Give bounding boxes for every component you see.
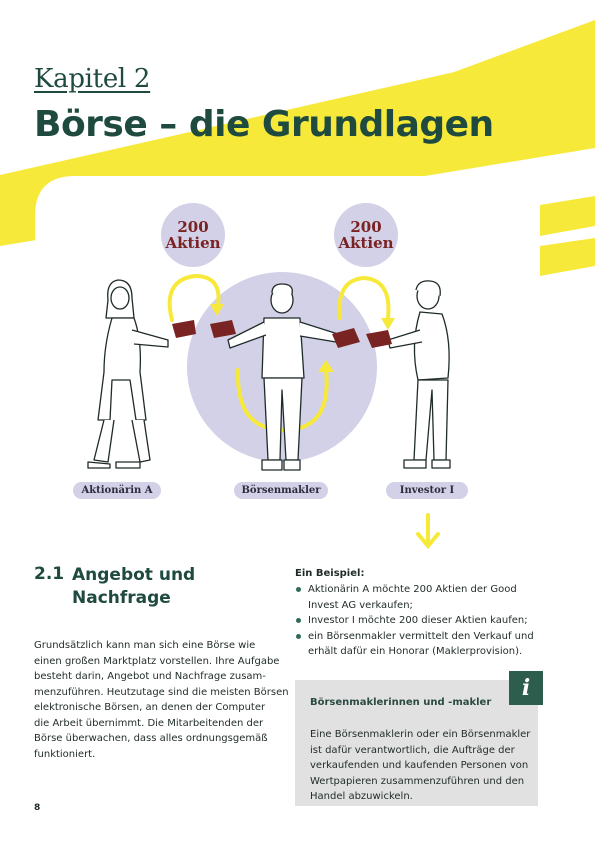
label-shareholder: Aktionärin A (73, 482, 161, 499)
paragraph-line: Börse überwachen, dass alles ordnungsgemäß (34, 733, 268, 744)
section-title-line: Angebot und (72, 565, 196, 585)
section-title-line: Nachfrage (72, 588, 171, 608)
paragraph-line: Grundsätzlich kann man sich eine Börse wie (34, 640, 256, 651)
list-item-line: erhält dafür ein Honorar (Maklerprovision). (308, 646, 523, 657)
paragraph-line: elektronische Börsen, an denen der Computer (34, 702, 266, 713)
shares-count: 200 (177, 218, 209, 236)
paragraph-line: einen großen Marktplatz vorstellen. Ihre Aufgabe (34, 655, 280, 667)
intro-paragraph (34, 638, 289, 762)
shares-bubble-left (161, 203, 225, 267)
list-item-line: Aktionärin A möchte 200 Aktien der Good (308, 584, 517, 595)
info-line: ist dafür verantwortlich, die Aufträge der (310, 744, 515, 756)
paragraph-line: besteht darin, Angebot und Nachfrage zusam- (34, 671, 266, 682)
info-line: Handel abzuwickeln. (310, 791, 413, 802)
list-item (295, 582, 545, 613)
woman-figure (88, 280, 168, 468)
investor-figure (388, 281, 450, 468)
info-line: verkaufenden und kaufenden Personen von (310, 760, 529, 771)
arrow-down (418, 515, 438, 546)
list-item-line: Investor I möchte 200 dieser Aktien kaufen; (308, 615, 528, 626)
paragraph-line: menzuführen. Heutzutage sind die meisten Börsen (34, 686, 289, 698)
shares-count: 200 (350, 218, 382, 236)
shares-unit: Aktien (165, 234, 221, 252)
shares-unit: Aktien (338, 234, 394, 252)
list-item (295, 629, 545, 660)
page-title: Börse – die Grundlagen (34, 104, 494, 145)
label-investor: Investor I (386, 482, 468, 499)
example-heading: Ein Beispiel: (295, 568, 365, 579)
page-number: 8 (34, 803, 41, 813)
label-broker: Börsenmakler (234, 482, 328, 499)
info-text (310, 727, 530, 805)
chapter-label: Kapitel 2 (34, 64, 151, 94)
info-icon: i (509, 671, 543, 705)
info-line: Wertpapieren zusammenzuführen und den (310, 775, 525, 787)
section-number: 2.1 (34, 564, 65, 584)
section-title (72, 564, 232, 610)
paragraph-line: die Arbeit übernimmt. Die Mitarbeitenden der (34, 717, 264, 729)
shares-bubble-right (334, 203, 398, 267)
paragraph-line: funktioniert. (34, 748, 96, 760)
list-item-line: Invest AG verkaufen; (308, 599, 413, 611)
info-line: Eine Börsenmaklerin oder ein Börsenmakler (310, 729, 531, 740)
example-list (295, 582, 545, 660)
info-heading: Börsenmaklerinnen und -makler (310, 697, 492, 708)
arrowhead-right (381, 318, 395, 330)
list-item-line: ein Börsenmakler vermittelt den Verkauf und (308, 630, 534, 642)
share-certificate-1 (172, 320, 196, 338)
list-item (295, 613, 545, 629)
